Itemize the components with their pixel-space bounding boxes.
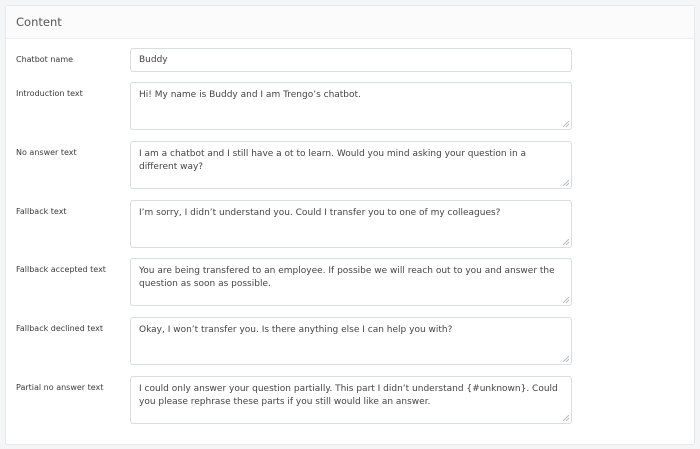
resize-grip-icon[interactable] [563,297,569,303]
section-title: Content [16,15,62,29]
chatbot-name-input[interactable] [130,48,572,72]
introduction-text-value: Hi! My name is Buddy and I am Trengo’s chatbot. [139,90,361,100]
fallback-text-textarea[interactable] [130,200,572,248]
fallback-declined-text-value: Okay, I won’t transfer you. Is there anything else I can help you with? [139,325,453,335]
resize-grip-icon[interactable] [563,121,569,127]
resize-grip-icon[interactable] [563,239,569,245]
resize-grip-icon[interactable] [563,356,569,362]
resize-grip-icon[interactable] [563,415,569,421]
fallback-declined-text-label: Fallback declined text [16,324,104,333]
fallback-declined-text-textarea[interactable] [130,317,572,365]
introduction-text-label: Introduction text [16,89,83,98]
resize-grip-icon[interactable] [563,180,569,186]
no-answer-text-label: No answer text [16,148,77,157]
chatbot-name-label: Chatbot name [16,55,74,64]
partial-no-answer-text-value: I could only answer your question partially. This part I didn’t understand {#unknown}. Could you please rephrase these parts if you still would like an answer. [139,384,558,407]
fallback-text-value: I’m sorry, I didn’t understand you. Could I transfer you to one of my colleagues? [139,208,501,218]
introduction-text-textarea[interactable] [130,82,572,130]
fallback-accepted-text-value: You are being transfered to an employee. If possibe we will reach out to you and answer the question as soon as possible. [139,266,555,289]
fallback-text-label: Fallback text [16,207,67,216]
fallback-accepted-text-textarea[interactable] [130,258,572,306]
chatbot-name-value: Buddy [139,55,168,65]
no-answer-text-value: I am a chatbot and I still have a ot to learn. Would you mind asking your question in a different way? [139,149,527,172]
content-card [5,5,695,445]
partial-no-answer-text-textarea[interactable] [130,376,572,424]
no-answer-text-textarea[interactable] [130,141,572,189]
fallback-accepted-text-label: Fallback accepted text [16,265,106,274]
card-header [6,6,694,39]
partial-no-answer-text-label: Partial no answer text [16,383,104,392]
